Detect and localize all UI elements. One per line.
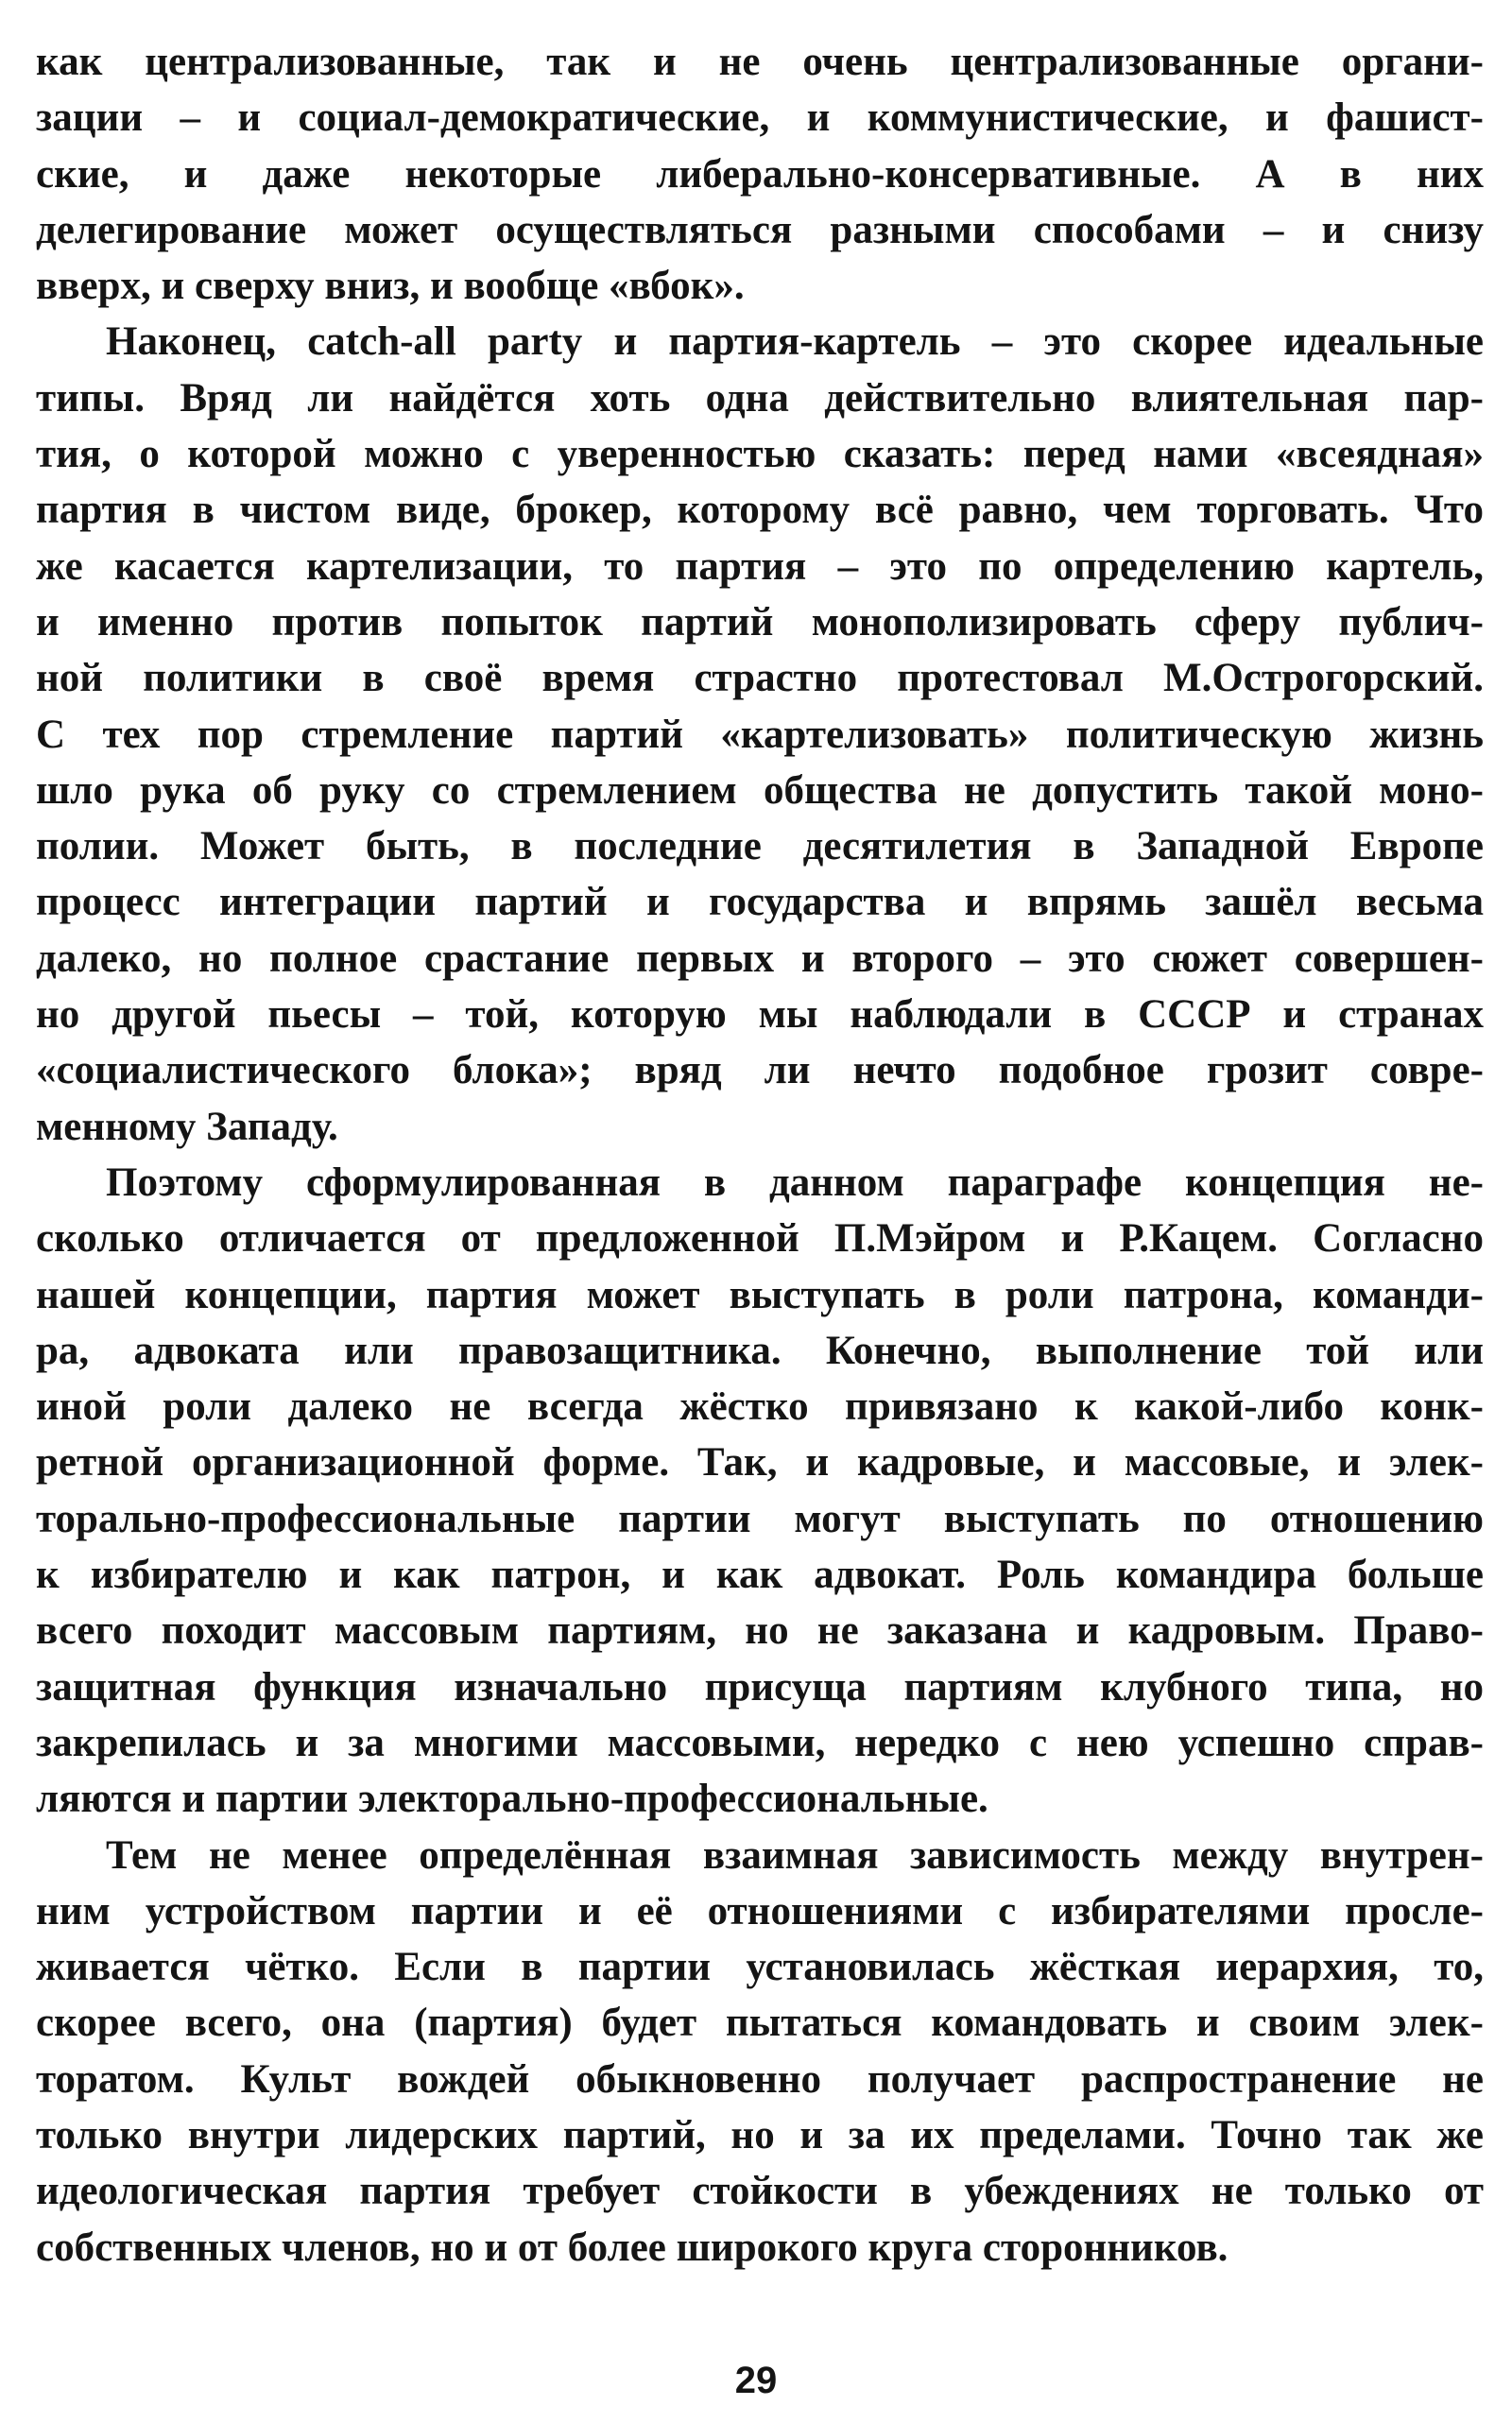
- text-line: ра, адвоката или правозащитника. Конечно, выполнение той или: [36, 1328, 1484, 1373]
- text-line: процесс интеграции партий и государства и впрямь зашёл весьма: [36, 880, 1484, 925]
- text-line: ним устройством партии и её отношениями с избирателями просле-: [36, 1888, 1484, 1933]
- text-line: идеологическая партия требует стойкости в убеждениях не только от: [36, 2169, 1484, 2214]
- text-line: тия, о которой можно с уверенностью сказать: перед нами «всеядная»: [36, 432, 1484, 477]
- text-line: ляются и партии электорально-профессиональные.: [36, 1777, 988, 1822]
- text-line: защитная функция изначально присуща партиям клубного типа, но: [36, 1664, 1484, 1710]
- text-line: как централизованные, так и не очень централизованные органи-: [36, 40, 1484, 84]
- text-line: живается чётко. Если в партии установилась жёсткая иерархия, то,: [36, 1945, 1484, 1990]
- text-line: закрепилась и за многими массовыми, нередко с нею успешно справ-: [36, 1720, 1484, 1765]
- text-line: иной роли далеко не всегда жёстко привязано к какой-либо конк-: [36, 1384, 1484, 1430]
- text-line: С тех пор стремление партий «картелизовать» политическую жизнь: [36, 712, 1484, 757]
- text-line: всего походит массовым партиям, но не заказана и кадровым. Право-: [36, 1608, 1484, 1654]
- text-line: далеко, но полное срастание первых и второго – это сюжет совершен-: [36, 936, 1484, 981]
- text-line: ной политики в своё время страстно протестовал М.Острогорский.: [36, 656, 1484, 701]
- text-line: партия в чистом виде, брокер, которому всё равно, чем торговать. Что: [36, 488, 1484, 533]
- text-line: вверх, и сверху вниз, и вообще «вбок».: [36, 264, 745, 309]
- text-line: менному Западу.: [36, 1104, 338, 1149]
- paragraph-first-line: Наконец, catch-all party и партия-картель – это скорее идеальные: [106, 319, 1484, 365]
- text-line: типы. Вряд ли найдётся хоть одна действительно влиятельная пар-: [36, 375, 1484, 421]
- text-line: ретной организационной форме. Так, и кадровые, и массовые, и элек-: [36, 1440, 1484, 1486]
- text-line: «социалистического блока»; вряд ли нечто подобное грозит совре-: [36, 1048, 1484, 1093]
- text-line: но другой пьесы – той, которую мы наблюдали в СССР и странах: [36, 992, 1484, 1038]
- text-line: только внутри лидерских партий, но и за их пределами. Точно так же: [36, 2112, 1484, 2157]
- text-line: к избирателю и как патрон, и как адвокат. Роль командира больше: [36, 1553, 1484, 1598]
- text-line: зации – и социал-демократические, и коммунистические, и фашист-: [36, 95, 1484, 141]
- text-line: собственных членов, но и от более широкого круга сторонников.: [36, 2225, 1228, 2270]
- text-line: полии. Может быть, в последние десятилетия в Западной Европе: [36, 824, 1484, 869]
- text-line: торатом. Культ вождей обыкновенно получает распространение не: [36, 2056, 1484, 2102]
- text-line: торально-профессиональные партии могут выступать по отношению: [36, 1496, 1484, 1541]
- text-line: шло рука об руку со стремлением общества не допустить такой моно-: [36, 767, 1484, 813]
- text-line: нашей концепции, партия может выступать в роли патрона, команди-: [36, 1272, 1484, 1317]
- paragraph-first-line: Тем не менее определённая взаимная зависимость между внутрен-: [106, 1832, 1484, 1878]
- text-line: ские, и даже некоторые либерально-консервативные. А в них: [36, 151, 1484, 197]
- page-number: 29: [734, 2360, 778, 2401]
- text-line: делегирование может осуществляться разными способами – и снизу: [36, 207, 1484, 252]
- text-line: сколько отличается от предложенной П.Мэйром и Р.Кацем. Согласно: [36, 1216, 1484, 1262]
- text-line: и именно против попыток партий монополизировать сферу публич-: [36, 599, 1484, 644]
- page-body: [36, 34, 1484, 2302]
- text-line: же касается картелизации, то партия – это по определению картель,: [36, 543, 1484, 589]
- paragraph-first-line: Поэтому сформулированная в данном параграфе концепция не-: [106, 1160, 1484, 1205]
- text-line: скорее всего, она (партия) будет пытаться командовать и своим элек-: [36, 2001, 1484, 2046]
